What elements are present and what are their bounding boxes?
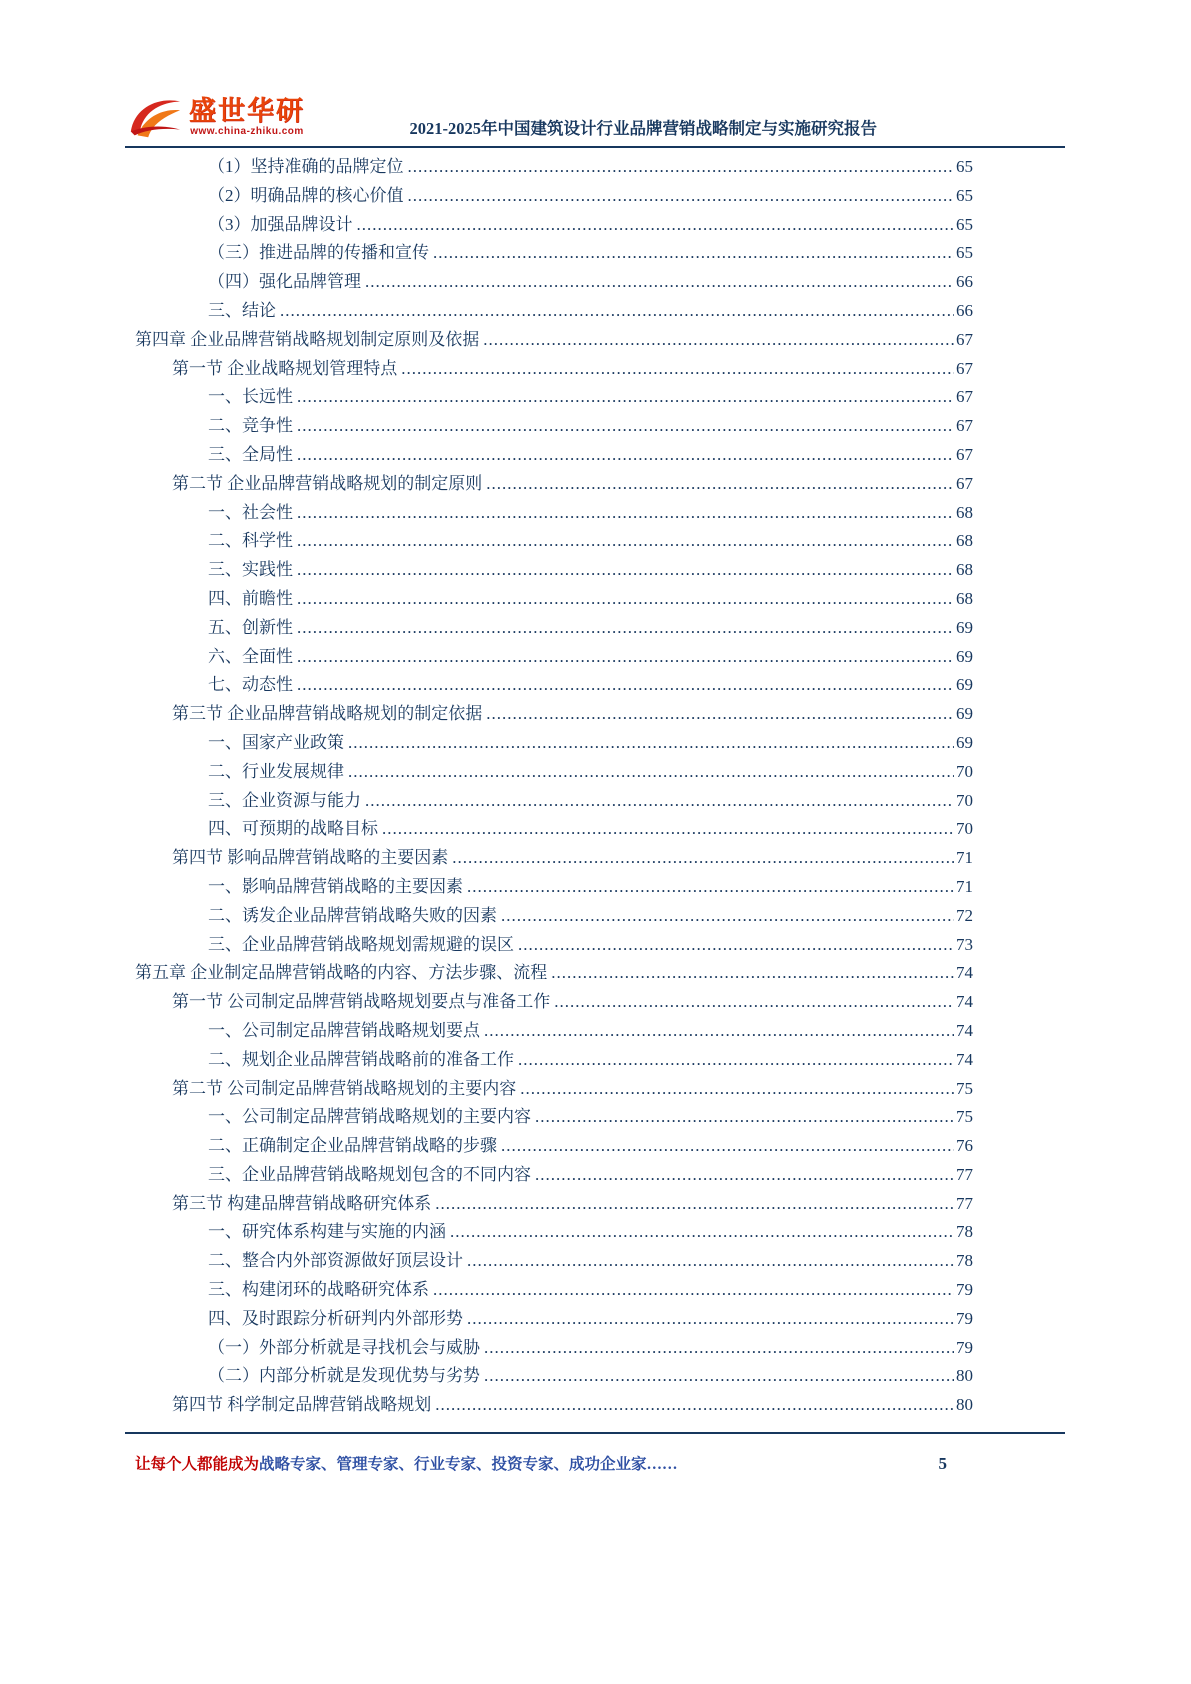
toc-entry-label: 第四节 影响品牌营销战略的主要因素 <box>172 848 449 868</box>
toc-entry[interactable] <box>135 1103 973 1132</box>
toc-entry-page: 79 <box>956 1337 973 1357</box>
toc-entry[interactable] <box>135 556 973 585</box>
toc-entry-page: 75 <box>956 1107 973 1127</box>
toc-dot-leader <box>484 1017 954 1046</box>
toc-dot-leader <box>280 297 954 326</box>
toc-entry-page: 65 <box>956 157 973 176</box>
toc-entry-label: 二、规划企业品牌营销战略前的准备工作 <box>208 1049 514 1069</box>
toc-entry-label: （3）加强品牌设计 <box>208 214 353 234</box>
toc-dot-leader <box>365 787 954 816</box>
toc-entry-page: 78 <box>956 1222 973 1242</box>
report-title: 2021-2025年中国建筑设计行业品牌营销战略制定与实施研究报告 <box>409 119 877 138</box>
logo-brand-name: 盛世华研 <box>189 96 305 127</box>
toc-entry[interactable] <box>135 1046 973 1075</box>
toc-entry-label: 第一节 企业战略规划管理特点 <box>172 358 398 378</box>
toc-entry-page: 74 <box>956 1049 973 1069</box>
toc-dot-leader <box>348 758 954 787</box>
toc-entry-label: 二、诱发企业品牌营销战略失败的因素 <box>208 905 497 925</box>
toc-entry[interactable] <box>135 441 973 470</box>
toc-entry-label: 五、创新性 <box>208 617 293 637</box>
toc-entry-label: 三、企业资源与能力 <box>208 790 361 810</box>
toc-dot-leader <box>348 729 954 758</box>
toc-dot-leader <box>486 700 954 729</box>
toc-dot-leader <box>382 815 954 844</box>
toc-entry-page: 69 <box>956 675 973 695</box>
toc-entry[interactable] <box>135 1247 973 1276</box>
toc-entry-page: 66 <box>956 300 973 320</box>
toc-entry-page: 68 <box>956 588 973 608</box>
toc-entry-page: 74 <box>956 992 973 1012</box>
toc-entry-label: 第二节 公司制定品牌营销战略规划的主要内容 <box>172 1078 517 1098</box>
toc-entry-label: （2）明确品牌的核心价值 <box>208 185 404 205</box>
toc-entry-page: 71 <box>956 876 973 896</box>
toc-entry[interactable] <box>135 902 973 931</box>
toc-entry[interactable] <box>135 643 973 672</box>
logo-swoosh-icon <box>125 92 183 142</box>
toc-entry-label: 四、及时跟踪分析研判内外部形势 <box>208 1308 463 1328</box>
toc-entry-label: （二）内部分析就是发现优势与劣势 <box>208 1366 480 1386</box>
toc-dot-leader <box>486 470 954 499</box>
toc-dot-leader <box>483 326 954 355</box>
toc-entry-page: 70 <box>956 761 973 781</box>
toc-entry-label: 二、行业发展规律 <box>208 761 344 781</box>
toc-dot-leader <box>435 1190 954 1219</box>
toc-entry-page: 77 <box>956 1193 973 1213</box>
toc-entry-page: 69 <box>956 704 973 724</box>
toc-dot-leader <box>501 1132 954 1161</box>
page-number: 5 <box>938 1454 947 1473</box>
toc-entry-label: 七、动态性 <box>208 675 293 695</box>
toc-entry[interactable] <box>135 729 973 758</box>
toc-entry[interactable] <box>135 844 973 873</box>
toc-dot-leader <box>467 1305 954 1334</box>
toc-dot-leader <box>551 959 954 988</box>
toc-entry-label: 三、企业品牌营销战略规划包含的不同内容 <box>208 1164 531 1184</box>
toc-dot-leader <box>297 499 954 528</box>
toc-entry[interactable] <box>135 268 973 297</box>
toc-entry-label: 六、全面性 <box>208 646 293 666</box>
toc-entry[interactable] <box>135 1190 973 1219</box>
toc-entry[interactable] <box>135 1334 973 1363</box>
footer-rule <box>125 1432 1065 1434</box>
toc-dot-leader <box>401 355 954 384</box>
toc-entry[interactable] <box>135 585 973 614</box>
toc-entry-page: 74 <box>956 963 973 983</box>
toc-entry[interactable] <box>135 758 973 787</box>
toc-entry[interactable] <box>135 1362 973 1391</box>
toc-dot-leader <box>535 1161 954 1190</box>
toc-entry[interactable] <box>135 211 973 240</box>
toc-entry[interactable] <box>135 499 973 528</box>
toc-dot-leader <box>452 844 954 873</box>
toc-entry-page: 68 <box>956 531 973 551</box>
toc-entry[interactable] <box>135 787 973 816</box>
toc-dot-leader <box>518 1046 954 1075</box>
toc-list <box>135 153 973 1420</box>
toc-entry-label: 一、公司制定品牌营销战略规划的主要内容 <box>208 1107 531 1127</box>
toc-dot-leader <box>408 153 955 182</box>
toc-dot-leader <box>297 412 954 441</box>
toc-entry-label: 第三节 企业品牌营销战略规划的制定依据 <box>172 704 483 724</box>
toc-entry-label: 三、企业品牌营销战略规划需规避的误区 <box>208 934 514 954</box>
toc-entry-label: 四、前瞻性 <box>208 588 293 608</box>
toc-entry[interactable] <box>135 815 973 844</box>
toc-dot-leader <box>520 1075 954 1104</box>
toc-dot-leader <box>297 441 954 470</box>
toc-dot-leader <box>435 1391 954 1420</box>
toc-entry-label: 一、影响品牌营销战略的主要因素 <box>208 876 463 896</box>
toc-dot-leader <box>467 873 954 902</box>
toc-dot-leader <box>297 585 954 614</box>
toc-entry-page: 78 <box>956 1251 973 1271</box>
toc-entry-label: 二、整合内外部资源做好顶层设计 <box>208 1251 463 1271</box>
toc-entry[interactable] <box>135 959 973 988</box>
toc-entry-label: 三、结论 <box>208 300 276 320</box>
toc-entry-page: 79 <box>956 1308 973 1328</box>
toc-entry[interactable] <box>135 326 973 355</box>
toc-entry-label: （1）坚持准确的品牌定位 <box>208 157 404 176</box>
toc-entry-page: 68 <box>956 560 973 580</box>
toc-dot-leader <box>484 1362 954 1391</box>
toc-entry[interactable] <box>135 297 973 326</box>
toc-entry-page: 80 <box>956 1366 973 1386</box>
slogan-emphasis: 战略专家、管理专家、行业专家、投资专家、成功企业家…… <box>259 1456 678 1473</box>
toc-entry-page: 76 <box>956 1136 973 1156</box>
toc-dot-leader <box>297 383 954 412</box>
toc-dot-leader <box>518 931 954 960</box>
toc-entry-page: 75 <box>956 1078 973 1098</box>
toc-entry-page: 79 <box>956 1280 973 1300</box>
toc-entry-page: 68 <box>956 502 973 522</box>
toc-dot-leader <box>484 1334 954 1363</box>
toc-entry[interactable] <box>135 239 973 268</box>
toc-entry-page: 65 <box>956 185 973 205</box>
toc-entry-page: 65 <box>956 214 973 234</box>
toc-entry[interactable] <box>135 1075 973 1104</box>
toc-entry-label: 一、国家产业政策 <box>208 732 344 752</box>
toc-entry-page: 77 <box>956 1164 973 1184</box>
toc-dot-leader <box>554 988 954 1017</box>
toc-entry-label: 三、全局性 <box>208 444 293 464</box>
toc-entry-label: （四）强化品牌管理 <box>208 272 361 292</box>
toc-entry[interactable] <box>135 931 973 960</box>
page-footer <box>135 1452 1065 1474</box>
toc-dot-leader <box>408 182 955 211</box>
toc-dot-leader <box>501 902 954 931</box>
toc-entry-page: 67 <box>956 416 973 436</box>
toc-entry[interactable] <box>135 1218 973 1247</box>
toc-entry-label: 第四章 企业品牌营销战略规划制定原则及依据 <box>135 329 480 349</box>
toc-entry-page: 69 <box>956 646 973 666</box>
toc-entry[interactable] <box>135 412 973 441</box>
toc-entry-page: 71 <box>956 848 973 868</box>
toc-entry-page: 67 <box>956 358 973 378</box>
toc-entry-label: 三、实践性 <box>208 560 293 580</box>
toc-entry[interactable] <box>135 1017 973 1046</box>
toc-entry-label: （三）推进品牌的传播和宣传 <box>208 243 429 263</box>
toc-entry-label: 第一节 公司制定品牌营销战略规划要点与准备工作 <box>172 992 551 1012</box>
toc-entry-page: 70 <box>956 790 973 810</box>
toc-entry-page: 73 <box>956 934 973 954</box>
slogan-prefix: 让每个人都能成为 <box>135 1456 260 1473</box>
toc-entry-page: 67 <box>956 329 973 349</box>
toc-entry-page: 69 <box>956 617 973 637</box>
toc-dot-leader <box>433 239 954 268</box>
toc-entry[interactable] <box>135 671 973 700</box>
toc-dot-leader <box>297 556 954 585</box>
toc-entry-label: 二、正确制定企业品牌营销战略的步骤 <box>208 1136 497 1156</box>
toc-entry[interactable] <box>135 1161 973 1190</box>
toc-entry[interactable] <box>135 700 973 729</box>
toc-entry-label: 一、公司制定品牌营销战略规划要点 <box>208 1020 480 1040</box>
footer-slogan <box>135 1452 678 1474</box>
toc-dot-leader <box>450 1218 954 1247</box>
toc-entry-page: 66 <box>956 272 973 292</box>
toc-entry-label: （一）外部分析就是寻找机会与威胁 <box>208 1337 480 1357</box>
toc-entry[interactable] <box>135 1305 973 1334</box>
toc-entry[interactable] <box>135 1276 973 1305</box>
toc-entry[interactable] <box>135 614 973 643</box>
toc-entry[interactable] <box>135 527 973 556</box>
toc-entry-page: 67 <box>956 444 973 464</box>
toc-entry-label: 第五章 企业制定品牌营销战略的内容、方法步骤、流程 <box>135 963 548 983</box>
toc-entry-label: 第三节 构建品牌营销战略研究体系 <box>172 1193 432 1213</box>
toc-dot-leader <box>297 527 954 556</box>
toc-dot-leader <box>467 1247 954 1276</box>
toc-dot-leader <box>535 1103 954 1132</box>
toc-entry-page: 69 <box>956 732 973 752</box>
toc-entry[interactable] <box>135 383 973 412</box>
toc-entry-page: 65 <box>956 243 973 263</box>
toc-entry-page: 67 <box>956 387 973 407</box>
toc-dot-leader <box>297 614 954 643</box>
logo-website: www.china-zhiku.com <box>190 125 304 137</box>
toc-entry-label: 一、长远性 <box>208 387 293 407</box>
toc-entry[interactable] <box>135 182 973 211</box>
toc-dot-leader <box>357 211 955 240</box>
logo-text-block <box>189 97 305 136</box>
toc-entry[interactable] <box>135 470 973 499</box>
toc-entry-page: 70 <box>956 819 973 839</box>
page-header <box>125 80 1065 148</box>
toc-entry[interactable] <box>135 873 973 902</box>
toc-entry-label: 一、社会性 <box>208 502 293 522</box>
toc-entry-page: 74 <box>956 1020 973 1040</box>
toc-entry-label: 四、可预期的战略目标 <box>208 819 378 839</box>
toc-entry-label: 二、竞争性 <box>208 416 293 436</box>
company-logo <box>125 92 305 142</box>
toc-dot-leader <box>433 1276 954 1305</box>
toc-entry[interactable] <box>135 1391 973 1420</box>
toc-entry-label: 第四节 科学制定品牌营销战略规划 <box>172 1395 432 1415</box>
toc-dot-leader <box>365 268 954 297</box>
toc-dot-leader <box>297 643 954 672</box>
toc-entry-label: 三、构建闭环的战略研究体系 <box>208 1280 429 1300</box>
toc-entry-page: 72 <box>956 905 973 925</box>
toc-entry[interactable] <box>135 988 973 1017</box>
toc-entry-label: 一、研究体系构建与实施的内涵 <box>208 1222 446 1242</box>
toc-dot-leader <box>297 671 954 700</box>
toc-entry-label: 第二节 企业品牌营销战略规划的制定原则 <box>172 473 483 493</box>
toc-entry[interactable] <box>135 1132 973 1161</box>
toc-entry-label: 二、科学性 <box>208 531 293 551</box>
toc-entry-page: 67 <box>956 473 973 493</box>
toc-entry[interactable] <box>135 153 973 182</box>
toc-entry-page: 80 <box>956 1395 973 1415</box>
toc-entry[interactable] <box>135 355 973 384</box>
